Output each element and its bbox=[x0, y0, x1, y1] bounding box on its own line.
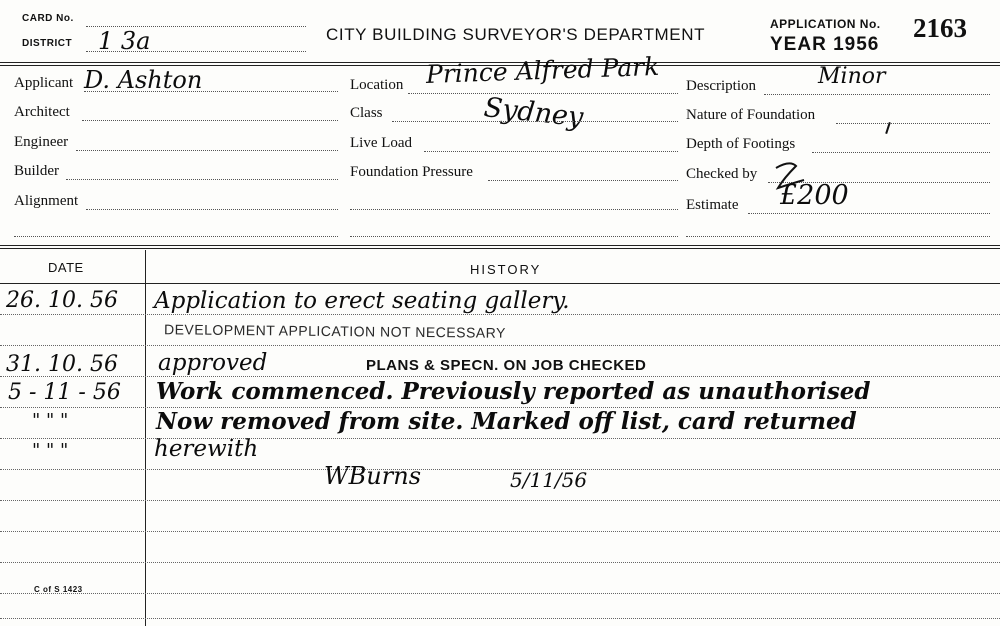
table-rule-top-2 bbox=[0, 248, 1000, 249]
description-line bbox=[764, 94, 990, 95]
description-label: Description bbox=[686, 78, 756, 94]
history-date: 5 - 11 - 56 bbox=[8, 380, 121, 405]
card-no-label: CARD No. bbox=[22, 13, 74, 24]
class-line bbox=[392, 121, 678, 122]
blank-line-left bbox=[14, 236, 338, 237]
live-load-line bbox=[424, 151, 678, 152]
history-entry: Work commenced. Previously reported as unauthorised bbox=[156, 378, 871, 405]
ruled-line bbox=[0, 314, 1000, 315]
architect-label: Architect bbox=[14, 104, 70, 120]
history-date: " " " bbox=[32, 440, 69, 461]
history-entry: approved bbox=[158, 350, 268, 376]
blank-line-right bbox=[686, 236, 990, 237]
department-title: CITY BUILDING SURVEYOR'S DEPARTMENT bbox=[326, 25, 706, 44]
history-date: 26. 10. 56 bbox=[6, 288, 118, 313]
development-stamp: DEVELOPMENT APPLICATION NOT NECESSARY bbox=[163, 321, 506, 341]
table-rule-top-1 bbox=[0, 245, 1000, 246]
description-value: Minor bbox=[818, 64, 886, 89]
location-value: Prince Alfred Park bbox=[425, 51, 660, 89]
history-date: " " " bbox=[32, 410, 69, 431]
blank-line-mid-2 bbox=[350, 236, 678, 237]
application-no-label: APPLICATION No. bbox=[770, 17, 881, 31]
plans-checked-stamp: PLANS & SPECN. ON JOB CHECKED bbox=[366, 357, 647, 374]
history-entry: Now removed from site. Marked off list, card returned bbox=[156, 408, 857, 435]
foundation-pressure-label: Foundation Pressure bbox=[350, 164, 473, 180]
ruled-line bbox=[0, 500, 1000, 501]
history-date: 31. 10. 56 bbox=[6, 352, 118, 377]
district-value: 1 3a bbox=[98, 27, 151, 55]
engineer-label: Engineer bbox=[14, 134, 69, 150]
ruled-line bbox=[0, 345, 1000, 346]
depth-of-footings-line bbox=[812, 152, 990, 153]
checked-by-label: Checked by bbox=[686, 166, 758, 182]
builder-label: Builder bbox=[14, 163, 59, 179]
ruled-line bbox=[0, 469, 1000, 470]
estimate-label: Estimate bbox=[686, 197, 739, 213]
year-label: YEAR 1956 bbox=[770, 34, 880, 55]
engineer-line bbox=[76, 150, 338, 151]
blank-line-mid-1 bbox=[350, 209, 678, 210]
builder-line bbox=[66, 179, 338, 180]
live-load-label: Live Load bbox=[350, 135, 413, 151]
application-no-value: 2163 bbox=[913, 13, 967, 43]
ruled-line bbox=[0, 618, 1000, 619]
location-value-2: Sydney bbox=[482, 92, 585, 134]
applicant-label: Applicant bbox=[14, 75, 74, 91]
nature-of-foundation-line bbox=[836, 123, 990, 124]
alignment-line bbox=[86, 209, 338, 210]
foundation-pressure-line bbox=[488, 180, 678, 181]
location-line bbox=[408, 93, 678, 94]
alignment-label: Alignment bbox=[14, 193, 79, 209]
signature: WBurns bbox=[324, 462, 422, 490]
ruled-line bbox=[0, 531, 1000, 532]
estimate-value: £200 bbox=[780, 180, 849, 211]
district-label: DISTRICT bbox=[22, 38, 73, 49]
ruled-line bbox=[0, 376, 1000, 377]
architect-line bbox=[82, 120, 338, 121]
form-code: C of S 1423 bbox=[34, 585, 83, 594]
ruled-line bbox=[0, 593, 1000, 594]
location-label: Location bbox=[350, 77, 404, 93]
history-entry: Application to erect seating gallery. bbox=[154, 288, 570, 314]
history-entry: herewith bbox=[154, 436, 259, 462]
table-header-rule bbox=[0, 283, 1000, 284]
history-header: HISTORY bbox=[470, 262, 542, 277]
applicant-value: D. Ashton bbox=[84, 66, 203, 94]
date-header: DATE bbox=[48, 260, 84, 275]
depth-of-footings-label: Depth of Footings bbox=[686, 136, 796, 152]
class-label: Class bbox=[350, 105, 383, 121]
ruled-line bbox=[0, 562, 1000, 563]
nature-of-foundation-label: Nature of Foundation bbox=[686, 107, 816, 123]
estimate-line bbox=[748, 213, 990, 214]
signature-date: 5/11/56 bbox=[510, 468, 588, 492]
ruled-line bbox=[0, 438, 1000, 439]
